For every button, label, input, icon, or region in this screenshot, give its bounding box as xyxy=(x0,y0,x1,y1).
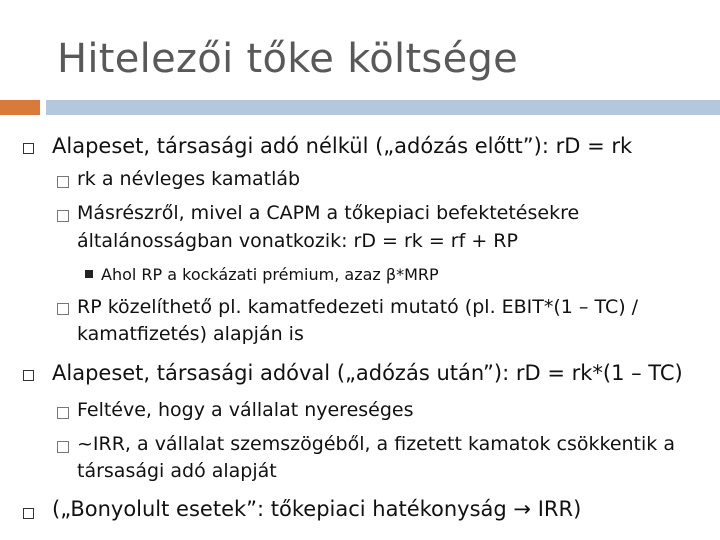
slide-title: Hitelezői tőke költsége xyxy=(57,36,519,82)
bullet-aftertax-case: Alapeset, társasági adóval („adózás után”): rD = rk*(1 – TC) xyxy=(52,361,683,385)
bullet-profitable: Feltéve, hogy a vállalat nyereséges xyxy=(77,399,414,421)
bullet-irr-line2: társasági adó alapját xyxy=(77,460,277,482)
bullet-square-icon xyxy=(23,508,34,519)
bullet-capm-line1: Másrészről, mivel a CAPM a tőkepiaci befektetésekre xyxy=(77,202,580,224)
bullet-square-icon xyxy=(23,143,34,154)
bullet-square-icon xyxy=(23,370,34,381)
bullet-risk-premium: Ahol RP a kockázati prémium, azaz β*MRP xyxy=(101,265,439,284)
bullet-square-icon xyxy=(57,441,69,453)
bullet-square-icon xyxy=(57,176,69,188)
bullet-rk-definition: rk a névleges kamatláb xyxy=(77,168,301,190)
bullet-filled-square-icon xyxy=(85,270,93,278)
bullet-square-icon xyxy=(57,210,69,222)
bullet-rp-approx-line2: kamatfizetés) alapján is xyxy=(77,323,304,345)
bullet-complex-cases: („Bonyolult esetek”: tőkepiaci hatékonyság → IRR) xyxy=(52,497,582,521)
bullet-square-icon xyxy=(57,303,69,315)
bullet-irr-line1: ~IRR, a vállalat szemszögéből, a fizetett kamatok csökkentik a xyxy=(77,433,675,455)
bullet-rp-approx-line1: RP közelíthető pl. kamatfedezeti mutató (pl. EBIT*(1 – TC) / xyxy=(77,296,639,318)
bullet-capm-line2: általánosságban vonatkozik: rD = rk = rf + RP xyxy=(77,230,518,252)
bullet-pretax-case: Alapeset, társasági adó nélkül („adózás előtt”): rD = rk xyxy=(52,134,633,158)
bullet-square-icon xyxy=(57,407,69,419)
